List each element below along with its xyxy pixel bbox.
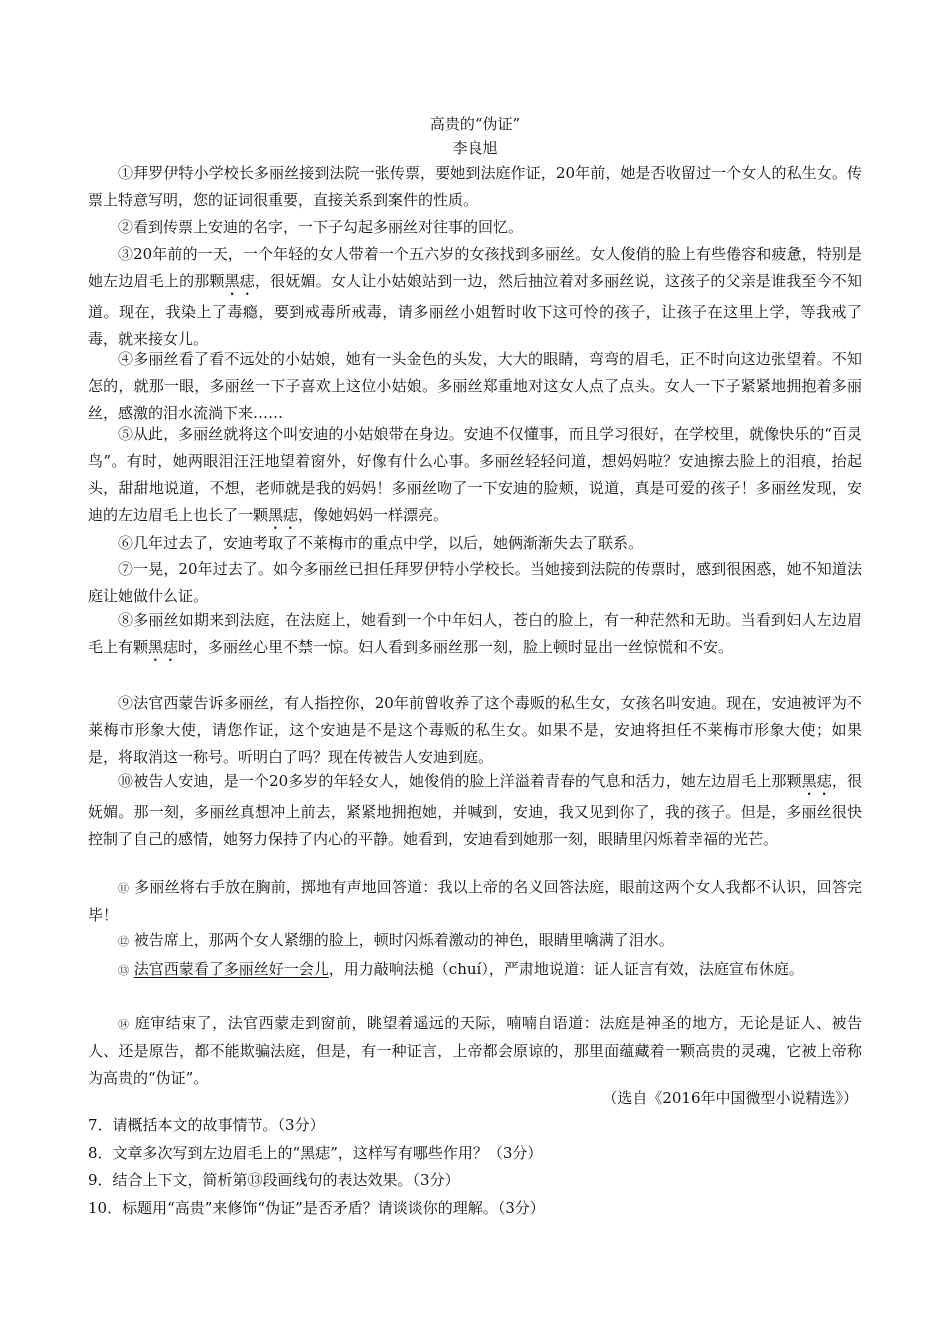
question-8: 8．文章多次写到左边眉毛上的“黑痣”，这样写有哪些作用？（3分） bbox=[88, 1144, 543, 1162]
paragraph-text: 从此，多丽丝就将这个叫安迪的小姑娘带在身边。安迪不仅懂事，而且学习很好，在学校里，就像快乐的“百灵鸟”。有时，她两眼泪汪汪地望着窗外，好像有什么心事。多丽丝轻轻问道，想妈妈啦？安迪擦去脸上的泪痕，抬起头，甜甜地说道，不想，老师就是我的妈妈！多丽丝吻了一下安迪的脸颊，说道，真是可爱的孩子！多丽丝发现，安迪的左边眉毛上也长了一颗 bbox=[88, 425, 862, 524]
article-author: 李良旭 bbox=[452, 139, 498, 157]
emphasized-black-mole: 黑痣 bbox=[268, 506, 299, 524]
emphasized-black-mole: 黑痣 bbox=[148, 638, 179, 656]
paragraph-text: 20年前的一天，一个年轻的女人带着一个五六岁的女孩找到多丽丝。女人俊俏的脸上有些倦容和疲惫，特别是她左边眉毛上的那颗 bbox=[88, 245, 862, 290]
article-title: 高贵的“伪证” bbox=[429, 115, 521, 133]
paragraph-number: ② bbox=[118, 218, 134, 236]
paragraph-11 bbox=[88, 874, 862, 929]
paragraph-number: ⑥ bbox=[118, 534, 134, 552]
paragraph-text: 被告人安迪，是一个20多岁的年轻女人，她俊俏的脸上洋溢着青春的气息和活力，她左边眉毛上那颗 bbox=[133, 772, 802, 790]
paragraph-text: 庭审结束了，法官西蒙走到窗前，眺望着遥远的天际，喃喃自语道：法庭是神圣的地方，无论是证人、被告人、还是原告，都不能欺骗法庭，但是，有一种证言，上帝都会原谅的，那里面蕴藏着一颗高贵的灵魂，它被上帝称为高贵的“伪证”。 bbox=[88, 1014, 862, 1087]
paragraph-12 bbox=[88, 927, 862, 955]
paragraph-text: 一晃，20年过去了。如今多丽丝已担任拜罗伊特小学校长。当她接到法院的传票时，感到很困惑，她不知道法庭让她做什么证。 bbox=[88, 560, 862, 605]
question-10: 10．标题用“高贵”来修饰“伪证”是否矛盾？请谈谈你的理解。（3分） bbox=[88, 1199, 545, 1217]
article-source: （选自《2016年中国微型小说精选》） bbox=[602, 1089, 858, 1107]
emphasized-black-mole: 黑痣 bbox=[801, 772, 832, 790]
paragraph-text: 多丽丝如期来到法庭，在法庭上，她看到一个中年妇人，苍白的脸上，有一种茫然和无助。当看到妇人左边眉毛上有颗 bbox=[88, 611, 862, 656]
paragraph-4 bbox=[88, 346, 862, 427]
paragraph-text: 多丽丝看了看不远处的小姑娘，她有一头金色的头发，大大的眼睛，弯弯的眉毛，正不时向这边张望着。不知怎的，就那一眼，多丽丝一下子喜欢上这位小姑娘。多丽丝郑重地对这女人点了点头。女人一下子紧紧地拥抱着多丽丝，感激的泪水流淌下来…… bbox=[88, 350, 862, 422]
paragraph-text: 看到传票上安迪的名字，一下子勾起多丽丝对往事的回忆。 bbox=[133, 218, 524, 236]
paragraph-9 bbox=[88, 690, 862, 771]
paragraph-2 bbox=[88, 214, 862, 241]
paragraph-text: 被告席上，那两个女人紧绷的脸上，顿时闪烁着激动的神色，眼睛里噙满了泪水。 bbox=[133, 931, 674, 949]
paragraph-number: ⑫ bbox=[118, 935, 129, 948]
paragraph-1 bbox=[88, 160, 862, 214]
paragraph-number: ① bbox=[118, 164, 134, 182]
paragraph-number: ⑨ bbox=[118, 694, 134, 712]
paragraph-13 bbox=[88, 956, 862, 984]
paragraph-7 bbox=[88, 556, 862, 610]
paragraph-number: ④ bbox=[118, 350, 134, 368]
underlined-sentence: 法官西蒙看了多丽丝好一会儿 bbox=[133, 960, 329, 978]
paragraph-number: ⑩ bbox=[118, 772, 134, 790]
question-9: 9．结合上下文，简析第⑬段画线句的表达效果。（3分） bbox=[88, 1171, 460, 1189]
question-7: 7．请概括本文的故事情节。（3分） bbox=[88, 1116, 325, 1134]
paragraph-number: ⑪ bbox=[118, 882, 130, 895]
paragraph-5 bbox=[88, 421, 862, 533]
paragraph-number: ⑬ bbox=[118, 964, 129, 977]
paragraph-3 bbox=[88, 241, 862, 353]
paragraph-number: ⑧ bbox=[118, 611, 134, 629]
paragraph-number: ⑦ bbox=[118, 560, 134, 578]
emphasized-black-mole: 黑痣 bbox=[224, 272, 255, 290]
paragraph-text: ，很妩媚。那一刻，多丽丝真想冲上前去，紧紧地拥抱她，并喊到，安迪，我又见到你了，我的孩子。但是，多丽丝很快控制了自己的感情，她努力保持了内心的平静。她看到，安迪看到她那一刻，眼睛里闪烁着幸福的光芒。 bbox=[88, 772, 862, 848]
paragraph-text: ，用力敲响法槌（chuí），严肃地说道：证人证言有效，法庭宣布休庭。 bbox=[328, 960, 804, 978]
paragraph-text: 几年过去了，安迪考取了不莱梅市的重点中学，以后，她俩渐渐失去了联系。 bbox=[133, 534, 644, 552]
paragraph-10 bbox=[88, 768, 862, 853]
paragraph-text: 法官西蒙告诉多丽丝，有人指控你，20年前曾收养了这个毒贩的私生女，女孩名叫安迪。现在，安迪被评为不莱梅市形象大使，请您作证，这个安迪是不是这个毒贩的私生女。如果不是，安迪将担任不莱梅市形象大使；如果是，将取消这一称号。听明白了吗？现在传被告人安迪到庭。 bbox=[88, 694, 862, 766]
paragraph-number: ⑤ bbox=[118, 425, 134, 443]
paragraph-text: 拜罗伊特小学校长多丽丝接到法院一张传票，要她到法庭作证，20年前，她是否收留过一个女人的私生女。传票上特意写明，您的证词很重要，直接关系到案件的性质。 bbox=[88, 164, 862, 209]
paragraph-number: ③ bbox=[118, 245, 134, 263]
paragraph-text: 时，多丽丝心里不禁一惊。妇人看到多丽丝那一刻，脸上顿时显出一丝惊慌和不安。 bbox=[178, 638, 734, 656]
paragraph-6 bbox=[88, 530, 862, 557]
paragraph-number: ⑭ bbox=[118, 1018, 130, 1031]
paragraph-text: 多丽丝将右手放在胸前，掷地有声地回答道：我以上帝的名义回答法庭，眼前这两个女人我都不认识，回答完毕！ bbox=[88, 878, 862, 924]
paragraph-text: ，很妩媚。女人让小姑娘站到一边，然后抽泣着对多丽丝说，这孩子的父亲是谁我至今不知道。现在，我染上了毒瘾，要到戒毒所戒毒，请多丽丝小姐暂时收下这可怜的孩子，让孩子在这里上学，等我戒了毒，就来接女儿。 bbox=[88, 272, 862, 348]
paragraph-8 bbox=[88, 607, 862, 665]
paragraph-14 bbox=[88, 1010, 862, 1092]
paragraph-text: ，像她妈妈一样漂亮。 bbox=[298, 506, 449, 524]
